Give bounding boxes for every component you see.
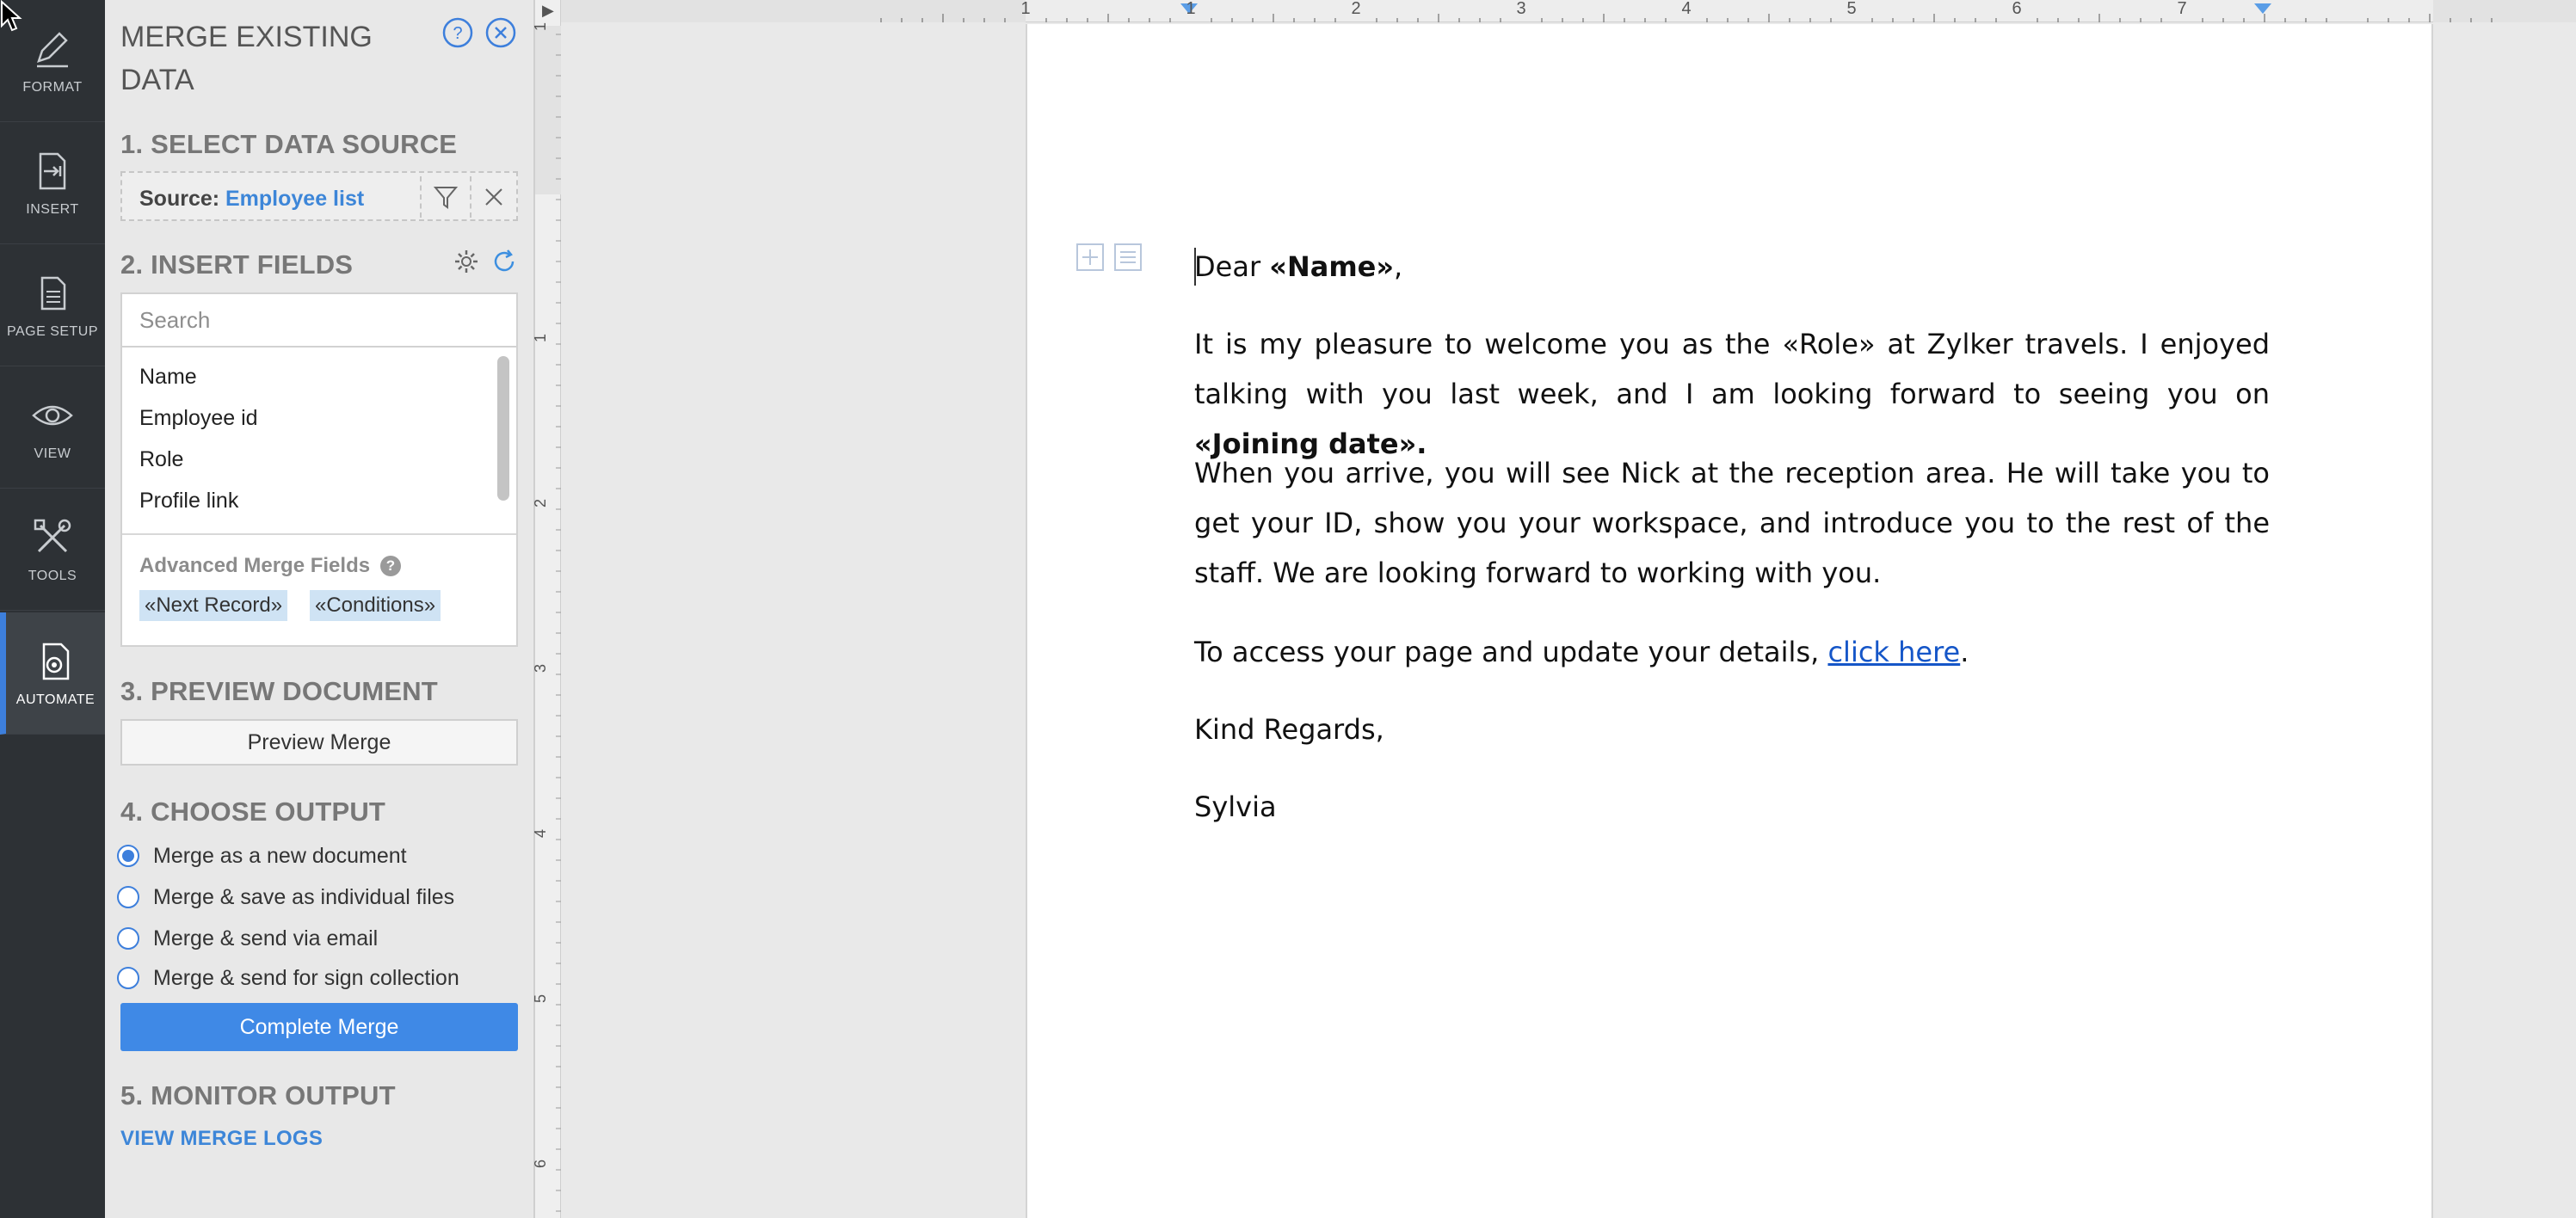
ruler-label: 1	[1020, 0, 1031, 18]
rail-item-automate[interactable]	[0, 612, 105, 735]
field-item-role[interactable]: Role	[139, 447, 184, 471]
preview-merge-button[interactable]: Preview Merge	[120, 719, 518, 766]
output-option-email[interactable]	[117, 926, 378, 951]
ruler-label: 2	[1351, 0, 1361, 18]
merge-field-name[interactable]: «Name»	[1269, 250, 1395, 283]
right-indent-marker[interactable]	[2254, 3, 2271, 14]
help-icon[interactable]	[442, 17, 473, 48]
ruler-label: 4	[1681, 0, 1692, 18]
ruler-label: 1	[532, 333, 549, 342]
close-icon[interactable]	[485, 17, 516, 48]
rail-item-tools[interactable]	[0, 489, 105, 611]
format-pen-icon	[30, 27, 75, 71]
advanced-divider	[122, 533, 516, 535]
paragraph-3-punctuation: .	[1960, 636, 1969, 668]
greeting-text: Dear	[1194, 250, 1270, 283]
automate-gear-icon	[34, 639, 78, 684]
field-item-employee-id[interactable]: Employee id	[139, 406, 258, 430]
insert-icon	[30, 149, 75, 194]
field-search-input[interactable]	[122, 294, 516, 348]
ruler-label: 6	[2012, 0, 2022, 18]
field-item-name[interactable]: Name	[139, 365, 197, 389]
page-setup-icon	[30, 271, 75, 316]
rail-item-insert[interactable]	[0, 122, 105, 244]
ruler-label: 5	[532, 993, 549, 1003]
greeting-punctuation: ,	[1394, 250, 1403, 283]
output-option-label: Merge & save as individual files	[153, 884, 455, 909]
output-option-label: Merge & send via email	[153, 926, 379, 950]
left-tool-rail	[0, 0, 105, 1218]
doc-paragraph-3[interactable]	[1194, 627, 2270, 677]
paragraph-1-text: It is my pleasure to welcome you as the «Role» at Zylker travels. I enjoyed talking with you last week, and I am looking forward to seeing you on	[1194, 328, 2270, 410]
section-heading-monitor: 5. MONITOR OUTPUT	[120, 1080, 396, 1110]
remove-source-icon[interactable]	[482, 185, 506, 209]
section-heading-output: 4. CHOOSE OUTPUT	[120, 797, 386, 827]
output-option-label: Merge as a new document	[153, 843, 407, 868]
svg-text:?: ?	[453, 24, 463, 43]
ruler-label: 1	[1186, 0, 1196, 18]
source-value-link[interactable]: Employee list	[225, 187, 365, 211]
rail-label-page-setup: PAGE SETUP	[6, 323, 99, 339]
output-option-individual-files[interactable]	[117, 884, 454, 910]
fields-box	[120, 292, 518, 647]
ruler-label: 1	[532, 22, 549, 31]
doc-paragraph-2[interactable]: When you arrive, you will see Nick at the reception area. He will take you to get your ID, show you your workspace, and introduce you to the rest of the staff. We are looking forward to working with you.	[1194, 457, 2270, 589]
chip-conditions[interactable]: «Conditions»	[310, 590, 441, 621]
radio-button[interactable]	[117, 967, 139, 989]
doc-paragraph-1[interactable]	[1194, 319, 2270, 469]
mouse-pointer-icon	[0, 0, 24, 34]
tools-icon	[30, 515, 75, 560]
rail-label-view: VIEW	[34, 446, 71, 461]
source-label: Source:	[139, 187, 220, 211]
vertical-ruler[interactable]	[532, 0, 561, 1218]
ruler-label: 6	[532, 1159, 549, 1168]
complete-merge-button[interactable]: Complete Merge	[120, 1003, 518, 1051]
doc-signature[interactable]: Sylvia	[1194, 790, 1277, 823]
ruler-label: 5	[1846, 0, 1857, 18]
chip-next-record[interactable]: «Next Record»	[139, 590, 287, 621]
eye-icon	[30, 393, 75, 438]
advanced-merge-fields-label: Advanced Merge Fields	[139, 554, 371, 577]
source-divider	[470, 176, 471, 218]
output-option-new-document[interactable]	[117, 843, 407, 869]
panel-title: MERGE EXISTING DATA	[120, 21, 373, 96]
ruler-label: 2	[532, 498, 549, 508]
section-heading-preview: 3. PREVIEW DOCUMENT	[120, 676, 438, 706]
advanced-help-icon[interactable]: ?	[380, 556, 401, 576]
ruler-label: 7	[2177, 0, 2187, 18]
output-option-label: Merge & send for sign collection	[153, 965, 459, 990]
section-heading-insert-fields: 2. INSERT FIELDS	[120, 249, 354, 280]
horizontal-ruler[interactable]	[561, 0, 2576, 22]
radio-button[interactable]	[117, 845, 139, 867]
radio-button[interactable]	[117, 927, 139, 950]
filter-icon[interactable]	[432, 183, 459, 211]
doc-greeting[interactable]	[1194, 242, 2270, 292]
paragraph-3-text: To access your page and update your details,	[1194, 636, 1828, 668]
settings-gear-icon[interactable]	[453, 248, 480, 275]
ruler-toggle-icon[interactable]: ▶	[542, 2, 554, 19]
view-merge-logs-link[interactable]: VIEW MERGE LOGS	[120, 1127, 324, 1150]
rail-label-format: FORMAT	[22, 79, 83, 95]
rail-item-view[interactable]	[0, 366, 105, 489]
section-heading-data-source: 1. SELECT DATA SOURCE	[120, 129, 458, 159]
refresh-icon[interactable]	[490, 248, 518, 275]
fields-scrollbar[interactable]	[497, 356, 509, 501]
ruler-label: 3	[1516, 0, 1526, 18]
rail-label-automate: AUTOMATE	[15, 692, 96, 707]
merge-field-joining-date[interactable]: «Joining date».	[1194, 428, 1427, 460]
ruler-label: 4	[532, 828, 549, 838]
mail-merge-panel	[105, 0, 535, 1218]
paragraph-tools[interactable]	[1075, 243, 1153, 277]
ruler-label: 3	[532, 663, 549, 673]
output-option-sign-collection[interactable]	[117, 965, 459, 991]
rail-label-tools: TOOLS	[28, 568, 77, 583]
source-divider	[420, 176, 422, 218]
field-item-profile-link[interactable]: Profile link	[139, 489, 239, 513]
rail-label-insert: INSERT	[26, 201, 79, 217]
click-here-link[interactable]: click here	[1827, 636, 1961, 668]
data-source-box	[120, 171, 518, 221]
radio-button[interactable]	[117, 886, 139, 908]
rail-item-page-setup[interactable]	[0, 244, 105, 366]
doc-closing[interactable]: Kind Regards,	[1194, 713, 1384, 746]
document-page[interactable]	[1026, 24, 2433, 1218]
